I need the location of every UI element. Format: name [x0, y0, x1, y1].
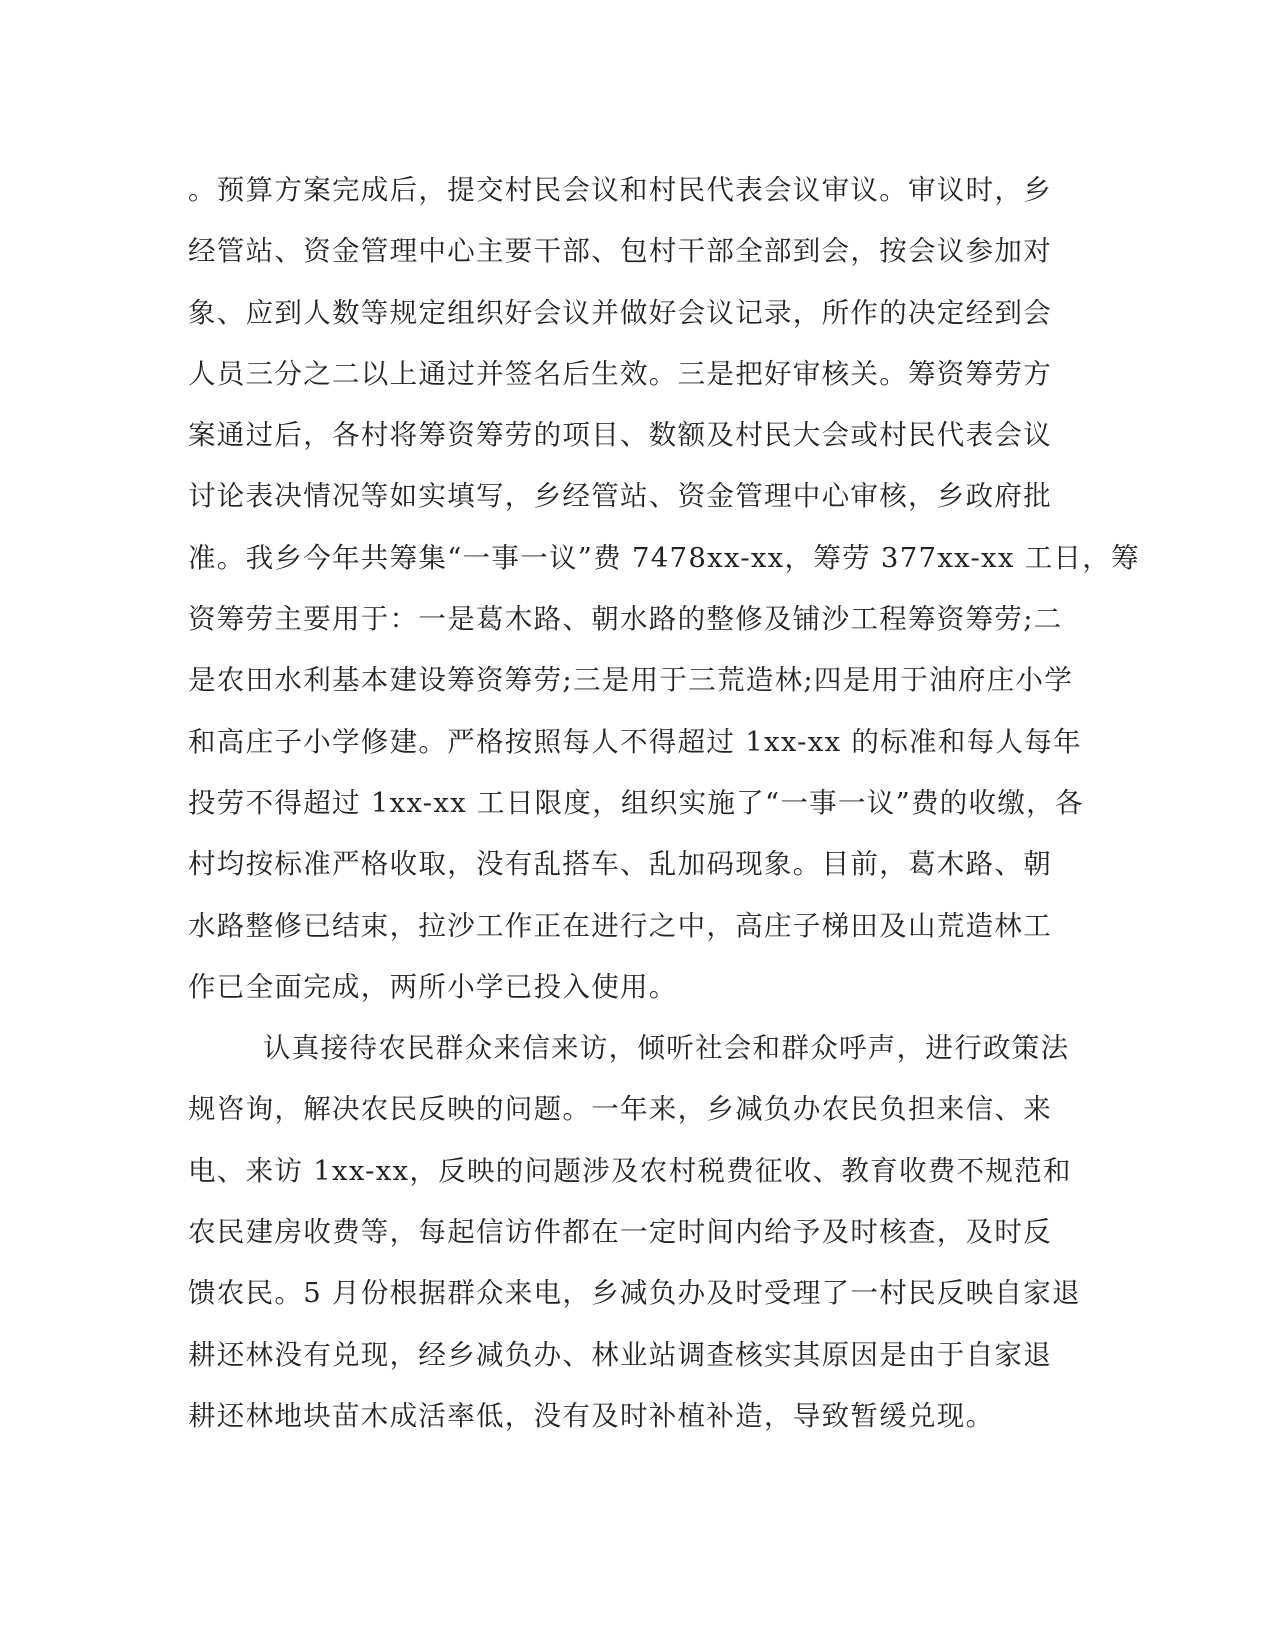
paragraph-line: 作已全面完成，两所小学已投入使用。	[188, 970, 678, 1003]
paragraph-1	[188, 160, 1140, 1018]
paragraph-line: 经管站、资金管理中心主要干部、包村干部全部到会，按会议参加对	[188, 235, 1052, 268]
paragraph-line: 象、应到人数等规定组织好会议并做好会议记录，所作的决定经到会	[188, 296, 1052, 329]
paragraph-line: 投劳不得超过 1xx-xx 工日限度，组织实施了“一事一议”费的收缴，各	[188, 786, 1084, 819]
paragraph-line: 准。我乡今年共筹集“一事一议”费 7478xx-xx，筹劳 377xx-xx 工日，筹	[188, 541, 1140, 574]
paragraph-line: 馈农民。5 月份根据群众来电，乡减负办及时受理了一村民反映自家退	[188, 1277, 1081, 1310]
paragraph-line: 是农田水利基本建设筹资筹劳;三是用于三荒造林;四是用于油府庄小学	[188, 664, 1074, 697]
paragraph-line: 村均按标准严格收取，没有乱搭车、乱加码现象。目前，葛木路、朝	[188, 848, 1052, 881]
paragraph-line: 水路整修已结束，拉沙工作正在进行之中，高庄子梯田及山荒造林工	[188, 909, 1052, 942]
paragraph-line: 电、来访 1xx-xx，反映的问题涉及农村税费征收、教育收费不规范和	[188, 1154, 1072, 1187]
paragraph-line: 讨论表决情况等如实填写，乡经管站、资金管理中心审核，乡政府批	[188, 480, 1052, 513]
paragraph-line: 。预算方案完成后，提交村民会议和村民代表会议审议。审议时，乡	[188, 174, 1052, 206]
paragraph-line: 和高庄子小学修建。严格按照每人不得超过 1xx-xx 的标准和每人每年	[188, 725, 1082, 758]
paragraph-line: 农民建房收费等，每起信访件都在一定时间内给予及时核查，及时反	[188, 1216, 1052, 1249]
paragraph-line: 耕还林没有兑现，经乡减负办、林业站调查核实其原因是由于自家退	[188, 1338, 1052, 1371]
paragraph-line: 案通过后，各村将筹资筹劳的项目、数额及村民大会或村民代表会议	[188, 419, 1052, 452]
paragraph-line: 资筹劳主要用于：一是葛木路、朝水路的整修及铺沙工程筹资筹劳;二	[188, 603, 1063, 636]
paragraph-line: 规咨询，解决农民反映的问题。一年来，乡减负办农民负担来信、来	[188, 1093, 1052, 1126]
document-body	[188, 160, 1140, 1447]
paragraph-line: 人员三分之二以上通过并签名后生效。三是把好审核关。筹资筹劳方	[188, 357, 1052, 390]
paragraph-2	[188, 1018, 1088, 1447]
paragraph-line: 认真接待农民群众来信来访，倾听社会和群众呼声，进行政策法	[263, 1032, 1070, 1065]
paragraph-line: 耕还林地块苗木成活率低，没有及时补植补造，导致暂缓兑现。	[188, 1399, 995, 1432]
